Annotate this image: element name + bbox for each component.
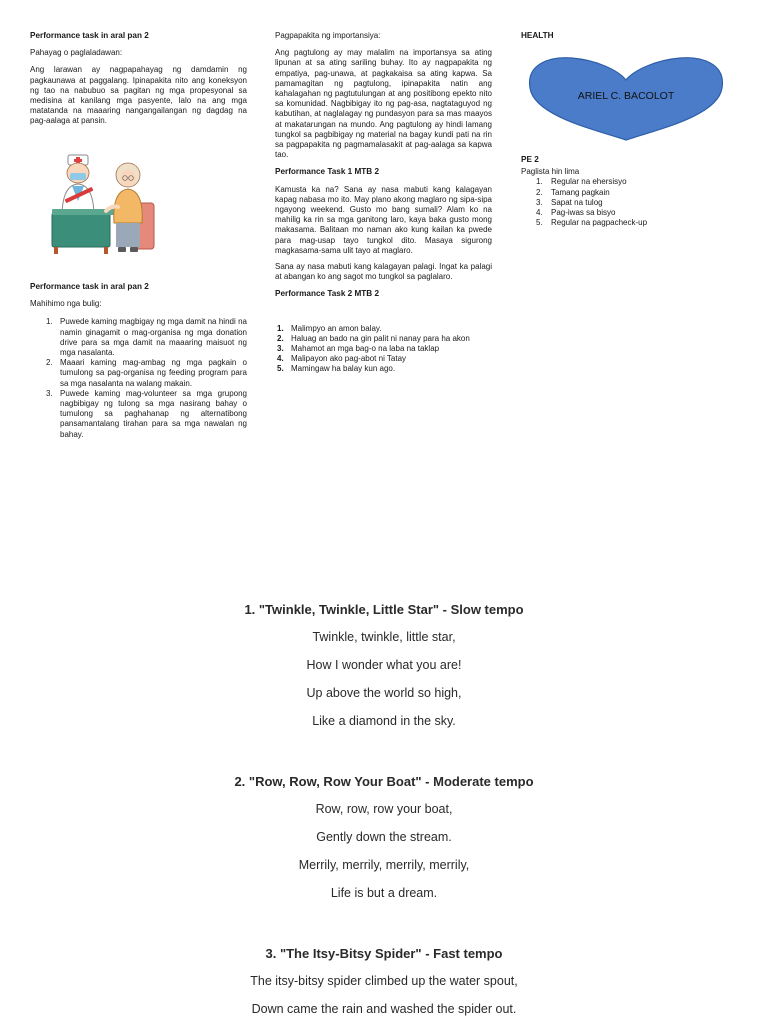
importance-heading: Pagpapakita ng importansiya: [275,31,381,40]
column-pe [521,155,751,228]
list-item: 2. Maaari kaming mag-ambag ng mga pagkain o tumulong sa pag-organisa ng feeding program para sa mga nasalanta na walang makain. [46,358,247,388]
song-3-line-2: Down came the rain and washed the spider out. [251,1002,517,1016]
importance-paragraph: Ang pagtulong ay may malalim na importansya sa ating lipunan at sa ating sariling buhay. Ito ay nagpapakita ng empatiya, pag-unawa, at pagkakaisa sa ating kapwa. Sa pamamagitan ng pagtulong, ipinapakita natin ang kahalagahan ng pagtutulungan at ang positibong epekto nito sa komunidad. Nagbibigay ito ng pag-asa, nagtataguyod ng kabutihan, at naglalagay ng pundasyon para sa mas maayos at makatarungan na mundo. Ang pagtulong ay hindi lamang tungkol sa pagbibigay ng material na bagay kundi pati na rin sa pagpapakita ng pagmamalasakit at pag-aalaga sa kapwa tao. [275,48,492,160]
mtb-task-2-heading: Performance Task 2 MTB 2 [275,289,380,299]
doctor-patient-illustration [46,151,158,255]
column-health [521,31,751,41]
list-item: 4. Pag-iwas sa bisyo [536,208,616,218]
heart-name-label: ARIEL C. BACOLOT [577,90,675,102]
list-item: 1. Malimpyo an amon balay. [277,323,382,333]
health-heading: HEALTH [521,31,554,40]
aral-pan-list [30,317,247,439]
song-2-title: 2. "Row, Row, Row Your Boat" - Moderate tempo [234,774,534,789]
list-item: 5. Regular na pagpacheck-up [536,218,648,228]
song-1-title: 1. "Twinkle, Twinkle, Little Star" - Slow tempo [244,602,524,617]
song-3-title: 3. "The Itsy-Bitsy Spider" - Fast tempo [265,946,503,961]
column-aral-pan-lower [30,282,247,440]
song-2-line-3: Merrily, merrily, merrily, merrily, [298,858,470,872]
list-item: 3. Sapat na tulog [536,197,603,207]
song-1-line-3: Up above the world so high, [306,686,462,700]
column-mtb [275,31,492,375]
song-2-line-4: Life is but a dream. [330,886,438,900]
list-item: 3. Puwede kaming mag-volunteer sa mga grupong nagbibigay ng tulong sa mga nasirang bahay o tumulong sa paghahanap ng alternatibong pansamantalang tirahan para sa mga nawalan ng bahay. [46,388,247,439]
aral-pan-paragraph: Ang larawan ay nagpapahayag ng damdamin ng pagkaunawa at paggalang. Ipinapakita nito ang koneksyon ng tao na nabubuo sa pagitan ng mga propesyonal sa medisina at kanilang mga pasyente, lalo na ang mga matatanda na maaaring nangangailangan ng dagdag na pag-aalaga at pansin. [30,65,247,126]
pe-subheading: Paglista hin lima [521,167,580,177]
list-item: 1. Regular na ehersisyo [536,177,627,187]
song-1-line-2: How I wonder what you are! [306,658,462,672]
song-3 [0,946,768,1030]
list-item: 4. Malipayon ako pag-abot ni Tatay [277,354,407,364]
song-1 [0,602,768,742]
pe-list [521,177,751,228]
pe-heading: PE 2 [521,155,539,164]
aral-pan-heading-1: Performance task in aral pan 2 [30,31,149,40]
song-1-line-1: Twinkle, twinkle, little star, [312,630,456,644]
mtb-task-1-paragraph: Kamusta ka na? Sana ay nasa mabuti kang kalagayan kapag nabasa mo ito. May plano akong maglaro ng sipa-sipa ngayong weekend. Gusto mo bang sumali? Alam ko na mahilig ka rin sa mga ganitong laro, kaya baka gusto mong makasama. Balitaan mo naman ako kung kailan ka pwede para mag-usap tayo tungkol dito. Masaya sigurong magkasama-sama ulit tayo at maglaro. [275,184,492,255]
aral-pan-heading-2: Performance task in aral pan 2 [30,282,149,291]
song-2-line-1: Row, row, row your boat, [315,802,453,816]
song-2 [0,774,768,914]
column-aral-pan [30,31,247,127]
list-item: 5. Mamingaw ha balay kun ago. [277,364,396,374]
list-item: 3. Mahamot an mga bag-o na laba na taklap [277,344,440,354]
song-3-line-1: The itsy-bitsy spider climbed up the water spout, [250,974,518,988]
mtb-task-1-paragraph-2: Sana ay nasa mabuti kang kalagayan palagi. Ingat ka palagi at abangan ko ang sagot mo tungkol sa paglalaro. [275,262,492,282]
list-item: 1. Puwede kaming magbigay ng mga damit na hindi na namin ginagamit o mag-organisa ng mga donation drive para sa mga damit na maaaring maisuot ng mga nasalanta. [46,317,247,358]
list-item: 2. Tamang pagkain [536,187,610,197]
aral-pan-subheading-1: Pahayag o paglaladawan: [30,48,123,58]
heart-name-shape [526,56,726,142]
song-2-line-2: Gently down the stream. [316,830,452,844]
mtb-task-1-heading: Performance Task 1 MTB 2 [275,167,380,177]
aral-pan-subheading-2: Mahihimo nga bulig: [30,299,102,309]
mtb-task-2-list [275,324,492,375]
song-1-line-4: Like a diamond in the sky. [312,714,456,728]
list-item: 2. Haluag an bado na gin palit ni nanay para ha akon [277,333,470,343]
